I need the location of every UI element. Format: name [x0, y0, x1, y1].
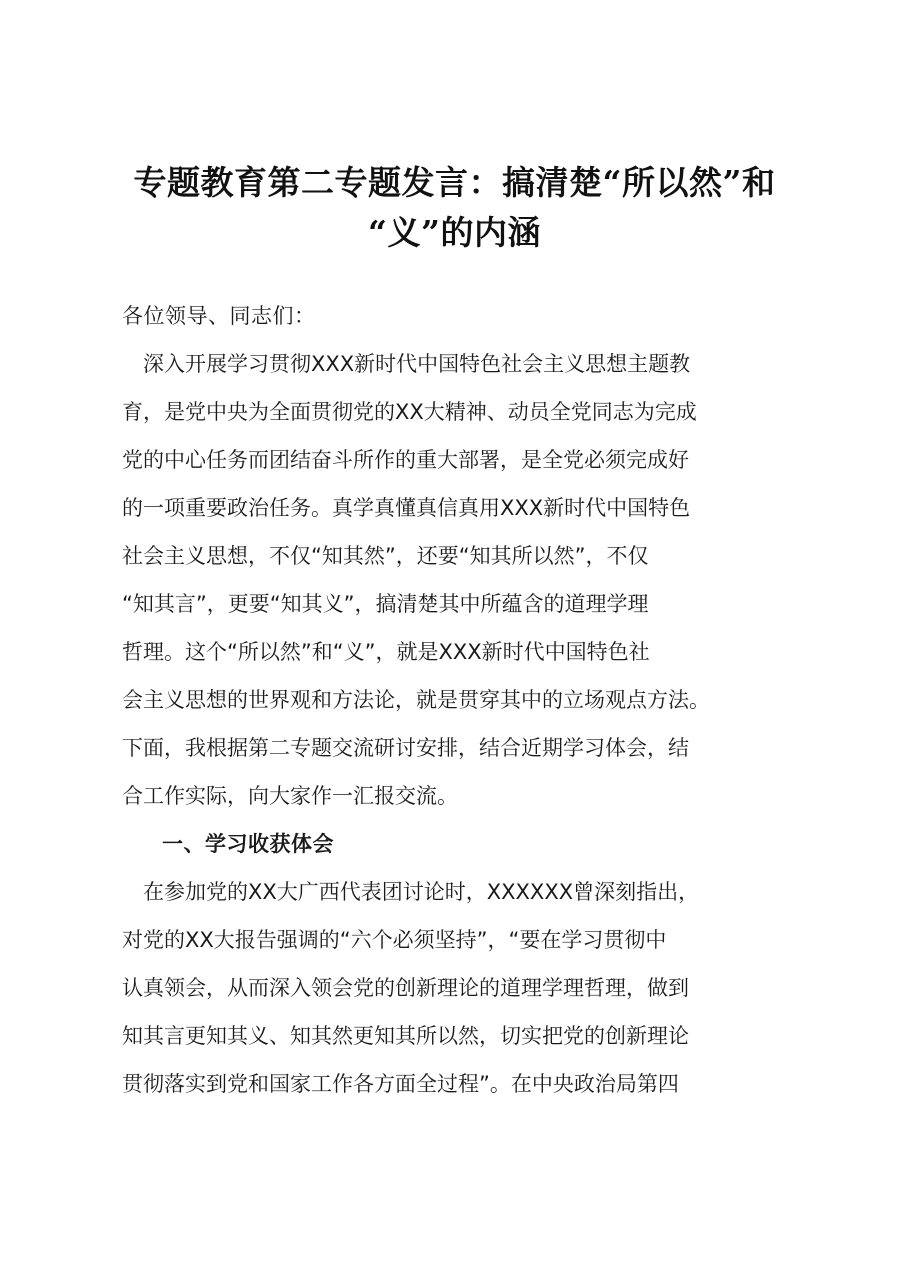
document-title: [90, 158, 819, 258]
paragraph-line: 下面，我根据第二专题交流研讨安排，结合近期学习体会，结: [122, 736, 689, 760]
paragraph-section1: [122, 868, 822, 1108]
paragraph-line: 会主义思想的世界观和方法论，就是贯穿其中的立场观点方法。: [122, 688, 710, 712]
paragraph-line: 哲理。这个“所以然”和“义”，就是XXX新时代中国特色社: [122, 640, 650, 664]
paragraph-line: 对党的XX大报告强调的“六个必须坚持”，“要在学习贯彻中: [122, 928, 667, 952]
paragraph-line: 社会主义思想，不仅“知其然”，还要“知其所以然”，不仅: [122, 544, 649, 568]
salutation: 各位领导、同志们：: [122, 304, 316, 328]
paragraph-intro: [122, 340, 822, 820]
paragraph-line: 在参加党的XX大广西代表团讨论时，XXXXXX曾深刻指出，: [122, 880, 700, 904]
paragraph-line: 育，是党中央为全面贯彻党的XX大精神、动员全党同志为完成: [122, 400, 697, 424]
paragraph-line: 合工作实际，向大家作一汇报交流。: [122, 784, 458, 808]
title-line-1: 专题教育第二专题发言：搞清楚“所以然”和: [133, 163, 776, 202]
paragraph-line: 的一项重要政治任务。真学真懂真信真用XXX新时代中国特色: [122, 496, 691, 520]
paragraph-line: 深入开展学习贯彻XXX新时代中国特色社会主义思想主题教: [122, 352, 691, 376]
document-body: [122, 292, 822, 1108]
paragraph-line: 贯彻落实到党和国家工作各方面全过程”。在中央政治局第四: [122, 1072, 679, 1096]
paragraph-line: 党的中心任务而团结奋斗所作的重大部署，是全党必须完成好: [122, 448, 689, 472]
title-line-2: “义”的内涵: [368, 213, 541, 252]
paragraph-line: “知其言”，更要“知其义”，搞清楚其中所蕴含的道理学理: [122, 592, 649, 616]
paragraph-line: 知其言更知其义、知其然更知其所以然，切实把党的创新理论: [122, 1024, 689, 1048]
section-heading: 一、学习收获体会: [162, 832, 334, 856]
paragraph-line: 认真领会，从而深入领会党的创新理论的道理学理哲理，做到: [122, 976, 689, 1000]
